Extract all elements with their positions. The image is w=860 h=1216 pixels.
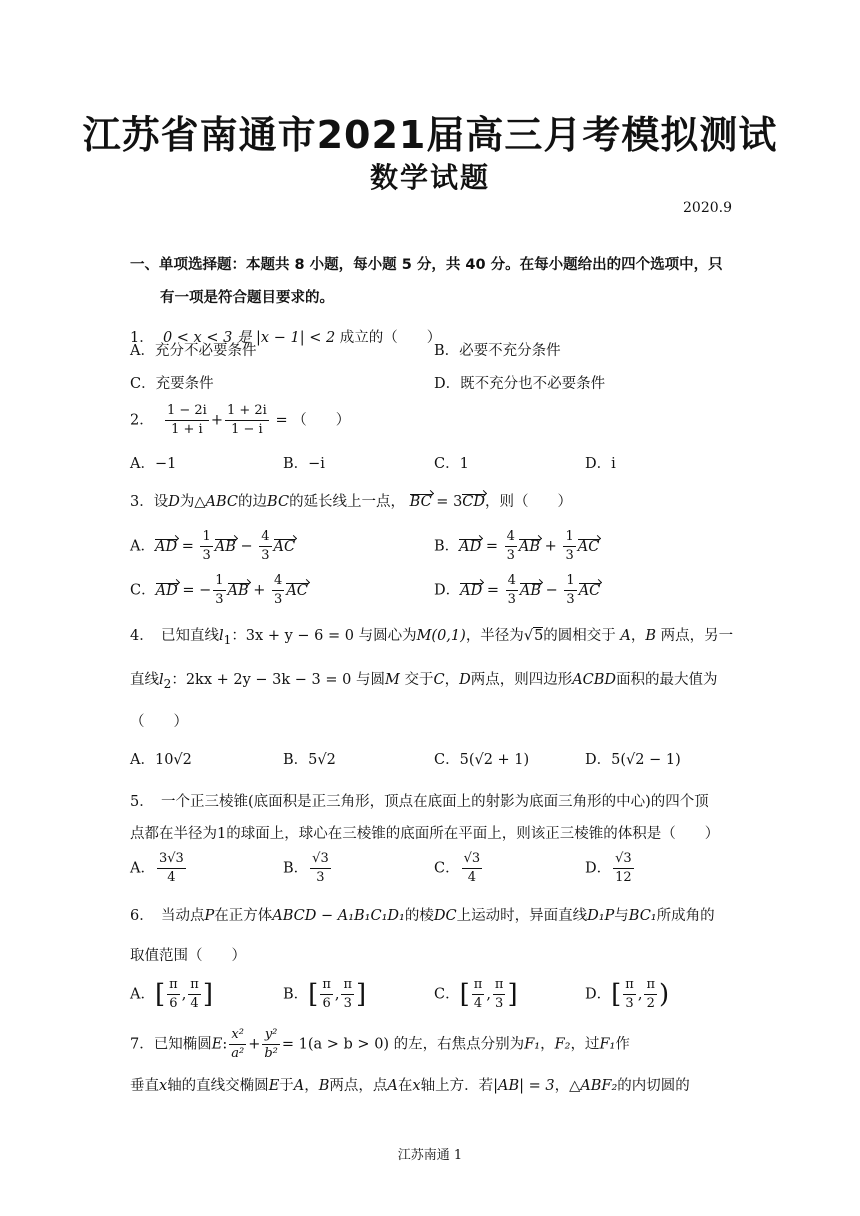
q6-option-b: B．[ $\frac{\pi}{6}$ , $\frac{\pi}{3}$ ]	[283, 977, 367, 1011]
question-2: 2． $\frac{1 - 2i}{1 + i}$ + $\frac{1 + 2i}{1 - i}$ = （ ）	[130, 403, 351, 437]
q2-option-c: C．1	[434, 456, 469, 472]
q6-option-c: C．[ $\frac{\pi}{4}$ , $\frac{\pi}{3}$ ]	[434, 977, 518, 1011]
q6-option-a: A．[ $\frac{\pi}{6}$ , $\frac{\pi}{4}$ ]	[130, 977, 213, 1011]
q4-option-c: C．5(√2 + 1)	[434, 752, 530, 768]
q1-number: 1．	[130, 330, 154, 346]
q4-option-b: B．5√2	[283, 752, 336, 768]
q6-option-d: D．[ $\frac{\pi}{3}$ , $\frac{\pi}{2}$ )	[585, 977, 670, 1011]
exam-subtitle: 数学试题	[369, 161, 490, 194]
q2-fraction-1: $\frac{1 - 2i}{1 + i}$	[166, 403, 207, 437]
section-heading-line2: 有一项是符合题目要求的。	[160, 290, 334, 306]
q2-option-a: A．−1	[130, 456, 177, 472]
q2-stem-end: = （ ）	[275, 412, 351, 429]
q3-option-a: A．AD = $\frac{1}{3}$ AB − $\frac{4}{3}$ AC	[130, 529, 296, 563]
q5-option-c: C． $\frac{√3}{4}$	[434, 851, 481, 885]
q1-option-d: D．既不充分也不必要条件	[434, 376, 606, 392]
question-6-line1: 6． 当动点P在正方体ABCD − A₁B₁C₁D₁的棱DC上运动时，异面直线D₁P与BC₁所成角的	[130, 908, 715, 924]
q1-option-c: C．充要条件	[130, 376, 214, 392]
q4-option-a: A．10√2	[130, 752, 192, 768]
section-heading-line1: 一、单项选择题：本题共 8 小题，每小题 5 分，共 40 分。在每小题给出的四个选项中，只	[130, 257, 723, 273]
q2-fraction-2: $\frac{1 + 2i}{1 - i}$	[226, 403, 267, 437]
q2-option-b: B．−i	[283, 456, 325, 472]
question-3: 3．设D为△ABC的边BC的延长线上一点， BC = 3CD，则（ ）	[130, 494, 573, 510]
q2-option-d: D．i	[585, 456, 616, 472]
question-4-line2: 直线$l_2$：2kx + 2y − 3k − 3 = 0 与圆M 交于C，D两点，则四边形ACBD面积的最大值为	[130, 672, 718, 691]
q3-option-d: D．AD = $\frac{4}{3}$ AB − $\frac{1}{3}$ AC	[434, 573, 601, 607]
q1-option-a: A．充分不必要条件	[130, 343, 257, 359]
question-4-line1: 4． 已知直线$l_1$：3x + y − 6 = 0 与圆心为M(0,1)，半径为√5的圆相交于 A，B 两点，另一	[130, 628, 734, 647]
q2-number: 2．	[130, 412, 154, 429]
q1-condition: 0 < x < 3 是	[162, 330, 252, 346]
exam-date: 2020.9	[683, 200, 732, 216]
page-footer: 江苏南通 1	[397, 1148, 463, 1163]
q5-option-b: B． $\frac{√3}{3}$	[283, 851, 329, 885]
question-5-line1: 5． 一个正三棱锥(底面积是正三角形，顶点在底面上的射影为底面三角形的中心)的四个顶	[130, 794, 709, 810]
q4-option-d: D．5(√2 − 1)	[585, 752, 681, 768]
question-7-line1: 7．已知椭圆E: $\frac{\text{x²}}{\text{a²}}$ + $\frac{\text{y²}}{\text{b²}}$ = 1(a > b > 0) 的左，右焦点分别为F₁，F₂，过F₁作	[130, 1027, 630, 1061]
exam-title: 江苏省南通市2021届高三月考模拟测试	[82, 113, 778, 157]
question-4-line3: （ ）	[130, 714, 188, 730]
question-7-line2: 垂直x轴的直线交椭圆E于A，B两点，点A在x轴上方．若|AB| = 3，△ABF₂的内切圆的	[130, 1078, 690, 1094]
q5-option-d: D． $\frac{√3}{12}$	[585, 851, 632, 885]
q3-option-c: C．AD = − $\frac{1}{3}$ AB + $\frac{4}{3}$ AC	[130, 573, 308, 607]
question-5-line2: 点都在半径为1的球面上，球心在三棱锥的底面所在平面上，则该正三棱锥的体积是（ ）	[130, 826, 720, 842]
q1-stem-end: 成立的（ ）	[339, 330, 442, 346]
q5-option-a: A． $\frac{3√3}{4}$	[130, 851, 184, 885]
q1-abs-inequality: |x − 1| < 2	[256, 330, 336, 346]
question-6-line2: 取值范围（ ）	[130, 948, 246, 964]
q3-option-b: B．AD = $\frac{4}{3}$ AB + $\frac{1}{3}$ AC	[434, 529, 600, 563]
q1-option-b: B．必要不充分条件	[434, 343, 561, 359]
